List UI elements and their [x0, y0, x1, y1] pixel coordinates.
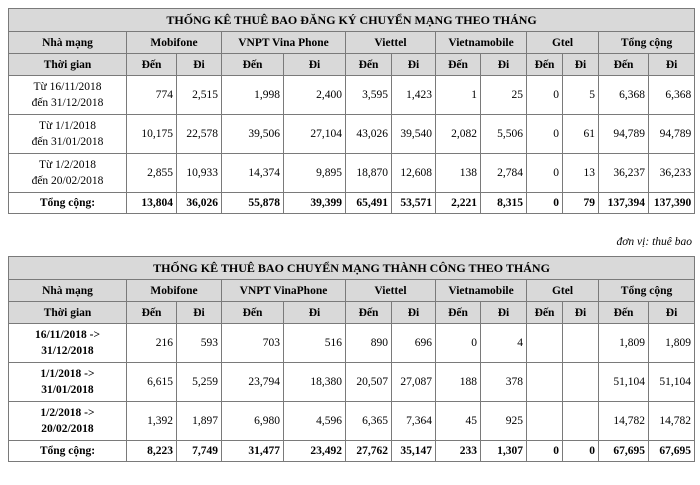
sub-header-in: Đến [527, 302, 563, 324]
value-cell: 39,506 [222, 115, 284, 154]
operator-vinaphone: VNPT VinaPhone [222, 280, 346, 302]
sub-header-out: Đi [177, 54, 222, 76]
time-period-cell [9, 154, 127, 193]
table1-title: THỐNG KÊ THUÊ BAO ĐĂNG KÝ CHUYỂN MẠNG THEO THÁNG [9, 9, 695, 32]
value-cell: 94,789 [599, 115, 649, 154]
total-cell: 233 [436, 441, 481, 462]
table-row [9, 363, 695, 402]
value-cell: 61 [563, 115, 599, 154]
value-cell: 774 [127, 76, 177, 115]
operator-vinaphone: VNPT Vina Phone [222, 32, 346, 54]
total-cell: 137,394 [599, 193, 649, 214]
total-cell: 23,492 [284, 441, 346, 462]
sub-header-out: Đi [177, 302, 222, 324]
time-period-line: đến 20/02/2018 [31, 175, 104, 187]
sub-header-out: Đi [563, 302, 599, 324]
time-period-line: 31/01/2018 [41, 384, 94, 396]
value-cell: 43,026 [346, 115, 392, 154]
value-cell: 36,237 [599, 154, 649, 193]
sub-header-out: Đi [284, 54, 346, 76]
sub-header-out: Đi [649, 54, 695, 76]
sub-header-in: Đến [346, 302, 392, 324]
sub-header-out: Đi [649, 302, 695, 324]
time-period-line: 20/02/2018 [41, 423, 94, 435]
value-cell: 890 [346, 324, 392, 363]
value-cell: 7,364 [392, 402, 436, 441]
operator-viettel: Viettel [346, 280, 436, 302]
operator-vietnamobile: Vietnamobile [436, 32, 527, 54]
operator-viettel: Viettel [346, 32, 436, 54]
value-cell: 516 [284, 324, 346, 363]
time-period-line: 1/2/2018 -> [40, 407, 95, 419]
value-cell: 5,259 [177, 363, 222, 402]
value-cell: 23,794 [222, 363, 284, 402]
value-cell: 10,175 [127, 115, 177, 154]
value-cell: 36,233 [649, 154, 695, 193]
total-cell: 2,221 [436, 193, 481, 214]
value-cell [527, 363, 563, 402]
value-cell: 1,392 [127, 402, 177, 441]
sub-header-in: Đến [222, 302, 284, 324]
value-cell: 13 [563, 154, 599, 193]
value-cell: 27,087 [392, 363, 436, 402]
value-cell: 188 [436, 363, 481, 402]
value-cell: 12,608 [392, 154, 436, 193]
value-cell: 3,595 [346, 76, 392, 115]
value-cell: 9,895 [284, 154, 346, 193]
time-period-cell [9, 402, 127, 441]
table-row [9, 115, 695, 154]
total-cell: 65,491 [346, 193, 392, 214]
time-period-cell [9, 324, 127, 363]
value-cell: 5 [563, 76, 599, 115]
time-header: Thời gian [9, 302, 127, 324]
value-cell: 18,380 [284, 363, 346, 402]
value-cell: 0 [527, 154, 563, 193]
total-cell: 35,147 [392, 441, 436, 462]
value-cell: 2,855 [127, 154, 177, 193]
value-cell: 216 [127, 324, 177, 363]
total-cell: 67,695 [649, 441, 695, 462]
value-cell [527, 324, 563, 363]
operator-total: Tổng cộng [599, 280, 695, 302]
total-cell: 67,695 [599, 441, 649, 462]
value-cell: 0 [527, 76, 563, 115]
total-cell: 8,223 [127, 441, 177, 462]
value-cell: 14,782 [599, 402, 649, 441]
value-cell [563, 363, 599, 402]
total-cell: 31,477 [222, 441, 284, 462]
value-cell: 1,809 [649, 324, 695, 363]
sub-header-in: Đến [346, 54, 392, 76]
table2-total-row [9, 441, 695, 462]
value-cell: 14,374 [222, 154, 284, 193]
table-row [9, 154, 695, 193]
time-period-line: đến 31/12/2018 [31, 97, 104, 109]
value-cell: 6,980 [222, 402, 284, 441]
total-cell: 39,399 [284, 193, 346, 214]
value-cell: 1,423 [392, 76, 436, 115]
sub-header-out: Đi [392, 54, 436, 76]
value-cell: 0 [436, 324, 481, 363]
value-cell: 703 [222, 324, 284, 363]
table1-body [9, 76, 695, 193]
value-cell: 51,104 [649, 363, 695, 402]
value-cell: 2,515 [177, 76, 222, 115]
total-label: Tổng cộng: [9, 441, 127, 462]
time-header: Thời gian [9, 54, 127, 76]
table1-total-row [9, 193, 695, 214]
value-cell: 1 [436, 76, 481, 115]
total-cell: 27,762 [346, 441, 392, 462]
total-cell: 55,878 [222, 193, 284, 214]
table-row [9, 76, 695, 115]
total-cell: 36,026 [177, 193, 222, 214]
total-cell: 0 [563, 441, 599, 462]
total-cell: 0 [527, 193, 563, 214]
value-cell: 6,615 [127, 363, 177, 402]
table-row [9, 402, 695, 441]
value-cell: 6,368 [599, 76, 649, 115]
value-cell: 0 [527, 115, 563, 154]
value-cell: 593 [177, 324, 222, 363]
time-period-line: Từ 1/2/2018 [38, 159, 97, 171]
value-cell: 2,400 [284, 76, 346, 115]
operator-gtel: Gtel [527, 32, 599, 54]
value-cell: 925 [481, 402, 527, 441]
value-cell [563, 324, 599, 363]
operator-mobifone: Mobifone [127, 280, 222, 302]
total-cell: 1,307 [481, 441, 527, 462]
time-period-line: 16/11/2018 -> [34, 329, 100, 341]
sub-header-out: Đi [481, 54, 527, 76]
total-cell: 79 [563, 193, 599, 214]
sub-header-in: Đến [127, 54, 177, 76]
sub-header-in: Đến [436, 54, 481, 76]
table-row [9, 324, 695, 363]
sub-header-out: Đi [392, 302, 436, 324]
value-cell: 20,507 [346, 363, 392, 402]
sub-header-in: Đến [527, 54, 563, 76]
time-period-cell [9, 76, 127, 115]
value-cell: 2,082 [436, 115, 481, 154]
total-cell: 13,804 [127, 193, 177, 214]
total-cell: 137,390 [649, 193, 695, 214]
table2-body [9, 324, 695, 441]
sub-header-in: Đến [599, 54, 649, 76]
value-cell: 1,897 [177, 402, 222, 441]
unit-note: đơn vị: thuê bao [616, 236, 692, 248]
value-cell: 4,596 [284, 402, 346, 441]
sub-header-in: Đến [222, 54, 284, 76]
value-cell: 1,809 [599, 324, 649, 363]
total-label: Tổng cộng: [9, 193, 127, 214]
operator-mobifone: Mobifone [127, 32, 222, 54]
sub-header-out: Đi [481, 302, 527, 324]
value-cell: 6,365 [346, 402, 392, 441]
time-period-cell [9, 115, 127, 154]
sub-header-out: Đi [284, 302, 346, 324]
time-period-line: Từ 16/11/2018 [33, 81, 102, 93]
value-cell: 45 [436, 402, 481, 441]
value-cell: 25 [481, 76, 527, 115]
operator-header: Nhà mạng [9, 280, 127, 302]
value-cell: 27,104 [284, 115, 346, 154]
value-cell: 10,933 [177, 154, 222, 193]
registration-stats-table [8, 8, 695, 214]
total-cell: 7,749 [177, 441, 222, 462]
time-period-line: 31/12/2018 [41, 345, 94, 357]
value-cell: 4 [481, 324, 527, 363]
sub-header-in: Đến [599, 302, 649, 324]
value-cell: 94,789 [649, 115, 695, 154]
total-cell: 0 [527, 441, 563, 462]
total-cell: 53,571 [392, 193, 436, 214]
operator-gtel: Gtel [527, 280, 599, 302]
table2-title: THỐNG KÊ THUÊ BAO CHUYỂN MẠNG THÀNH CÔNG THEO THÁNG [9, 257, 695, 280]
value-cell: 696 [392, 324, 436, 363]
value-cell [563, 402, 599, 441]
value-cell: 2,784 [481, 154, 527, 193]
operator-header: Nhà mạng [9, 32, 127, 54]
value-cell: 39,540 [392, 115, 436, 154]
sub-header-in: Đến [436, 302, 481, 324]
total-cell: 8,315 [481, 193, 527, 214]
value-cell: 18,870 [346, 154, 392, 193]
sub-header-out: Đi [563, 54, 599, 76]
value-cell: 22,578 [177, 115, 222, 154]
value-cell: 14,782 [649, 402, 695, 441]
value-cell: 5,506 [481, 115, 527, 154]
time-period-line: Từ 1/1/2018 [38, 120, 97, 132]
value-cell: 51,104 [599, 363, 649, 402]
value-cell: 138 [436, 154, 481, 193]
time-period-line: 1/1/2018 -> [40, 368, 95, 380]
value-cell: 1,998 [222, 76, 284, 115]
value-cell [527, 402, 563, 441]
operator-vietnamobile: Vietnamobile [436, 280, 527, 302]
time-period-cell [9, 363, 127, 402]
time-period-line: đến 31/01/2018 [31, 136, 104, 148]
operator-total: Tổng cộng [599, 32, 695, 54]
success-stats-table [8, 256, 695, 462]
value-cell: 6,368 [649, 76, 695, 115]
sub-header-in: Đến [127, 302, 177, 324]
value-cell: 378 [481, 363, 527, 402]
